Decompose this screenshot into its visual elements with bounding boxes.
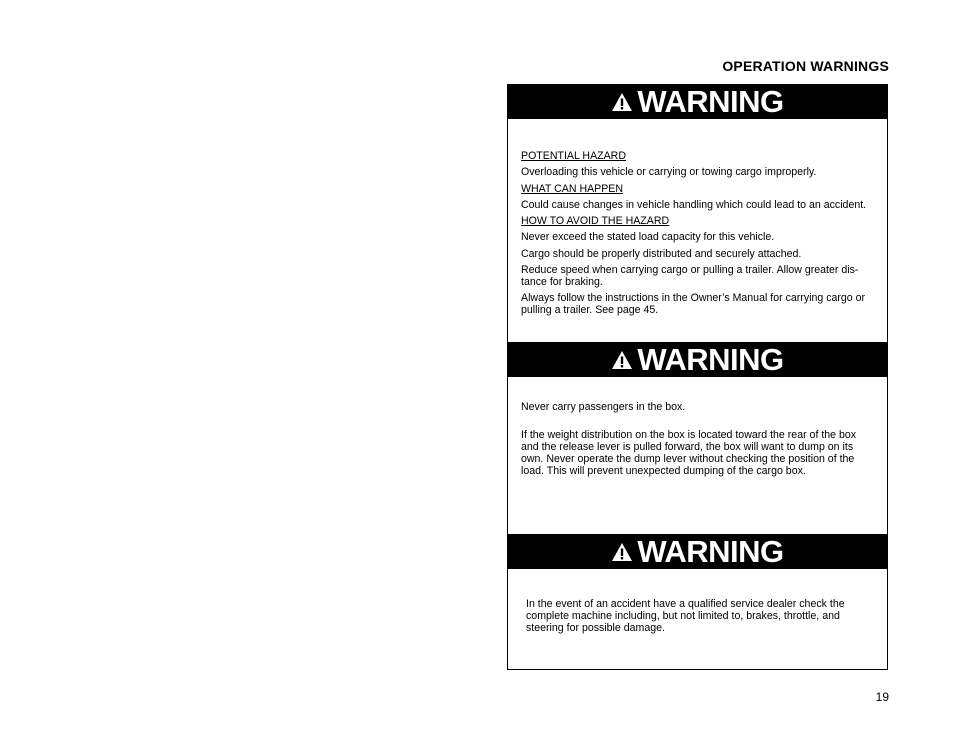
avoid-text-2: Cargo should be properly distributed and securely attached. [521, 248, 802, 260]
label-how-to-avoid: HOW TO AVOID THE HAZARD [521, 215, 670, 227]
warning-panel-passengers [507, 343, 888, 535]
happen-text: Could cause changes in vehicle handling which could lead to an accident. [521, 199, 867, 211]
avoid-text-4: Always follow the instructions in the Owner’s Manual for carrying cargo or pulling a trailer. See page 45. [521, 292, 866, 316]
warning-banner [508, 535, 887, 569]
warning-heading: WARNING [637, 534, 784, 569]
warning-banner [508, 85, 887, 119]
hazard-text: Overloading this vehicle or carrying or towing cargo improperly. [521, 166, 817, 178]
warning-heading: WARNING [637, 342, 784, 377]
warning-panel-accident [507, 535, 888, 670]
avoid-text-3: Reduce speed when carrying cargo or pulling a trailer. Allow greater dis-tance for braking. [521, 264, 859, 288]
avoid-text-1: Never exceed the stated load capacity for this vehicle. [521, 231, 775, 243]
dump-box-text: If the weight distribution on the box is located toward the rear of the box and the release lever is pulled forward, the box will want to dump on its own. Never operate the dump lever without checking the position of the load. This will prevent unexpected dumping of the cargo box. [521, 429, 857, 477]
warning-banner [508, 343, 887, 377]
label-what-can-happen: WHAT CAN HAPPEN [521, 183, 624, 195]
accident-text: In the event of an accident have a qualified service dealer check the complete machine including, but not limited to, brakes, throttle, and steering for possible damage. [526, 598, 845, 634]
warning-triangle-icon [611, 542, 633, 562]
warning-triangle-icon [611, 350, 633, 370]
warning-panel-overloading [507, 84, 888, 343]
passenger-text: Never carry passengers in the box. [521, 401, 686, 413]
page-number: 19 [875, 690, 889, 704]
label-potential-hazard: POTENTIAL HAZARD [521, 150, 626, 162]
section-title: OPERATION WARNINGS [722, 58, 889, 74]
warning-triangle-icon [611, 92, 633, 112]
warning-heading: WARNING [637, 84, 784, 119]
